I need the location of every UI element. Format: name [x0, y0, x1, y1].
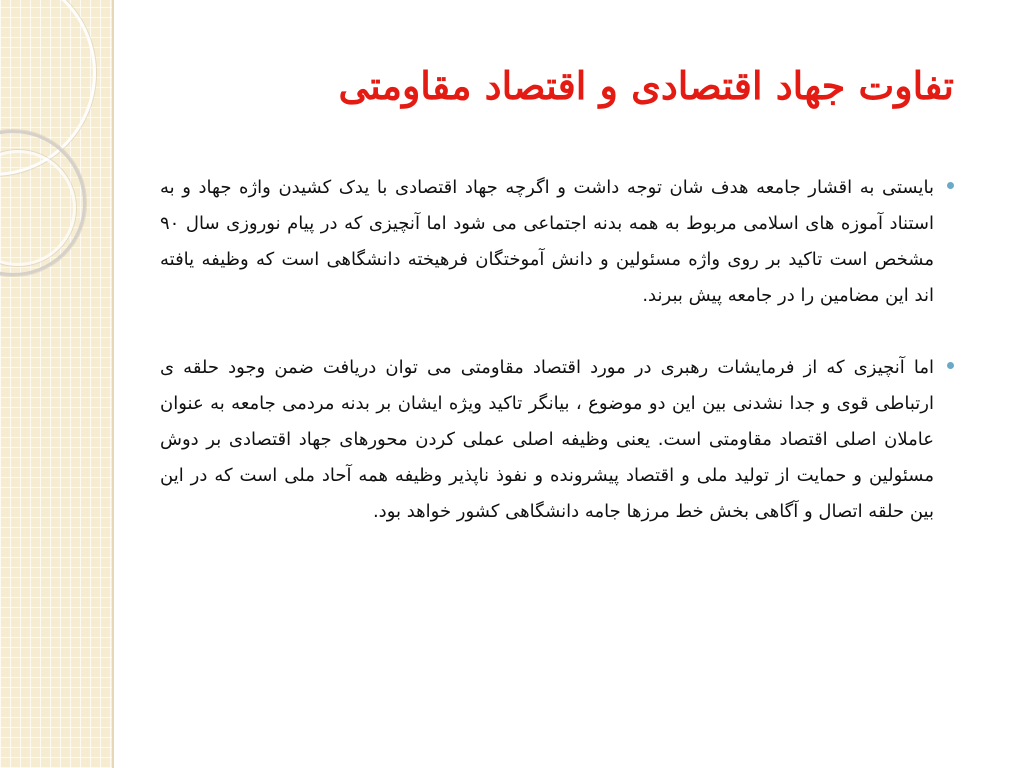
- bullet-text: اما آنچیزی که از فرمایشات رهبری در مورد اقتصاد مقاومتی می توان دریافت ضمن وجود حلقه ی ارتباطی قوی و جدا نشدنی بین این دو موضوع ، بیانگر تاکید ویژه ایشان بر بدنه مردمی جامعه به عنوان عاملان اصلی اقتصاد مقاومتی است. یعنی وظیفه اصلی عملی کردن محورهای جهاد اقتصادی بر دوش مسئولین و حمایت از تولید ملی و اقتصاد پیشرونده و نفوذ ناپذیر وظیفه همه آحاد ملی است که در این بین حلقه اتصال و آگاهی بخش خط مرزها جامه دانشگاهی کشور خواهد بود.: [160, 357, 934, 522]
- bullet-icon: [947, 362, 954, 369]
- panel-divider: [112, 0, 114, 768]
- bullet-text: بایستی به اقشار جامعه هدف شان توجه داشت و اگرچه جهاد اقتصادی با یدک کشیدن واژه جهاد و به استناد آموزه های اسلامی مربوط به همه بدنه اجتماعی می شود اما آنچیزی که در پیام نوروزی سال ۹۰ مشخص است تاکید بر روی واژه مسئولین و دانش آموختگان فرهیخته دانشگاهی است که وظیفه یافته اند این مضامین را در جامعه پیش ببرند.: [160, 177, 934, 306]
- decorative-side-panel: [0, 0, 112, 768]
- slide-title: تفاوت جهاد اقتصادی و اقتصاد مقاومتی: [338, 63, 954, 108]
- bullet-item: [160, 350, 954, 530]
- bullet-icon: [947, 182, 954, 189]
- bullet-item: [160, 170, 954, 314]
- bullet-list: [160, 170, 954, 566]
